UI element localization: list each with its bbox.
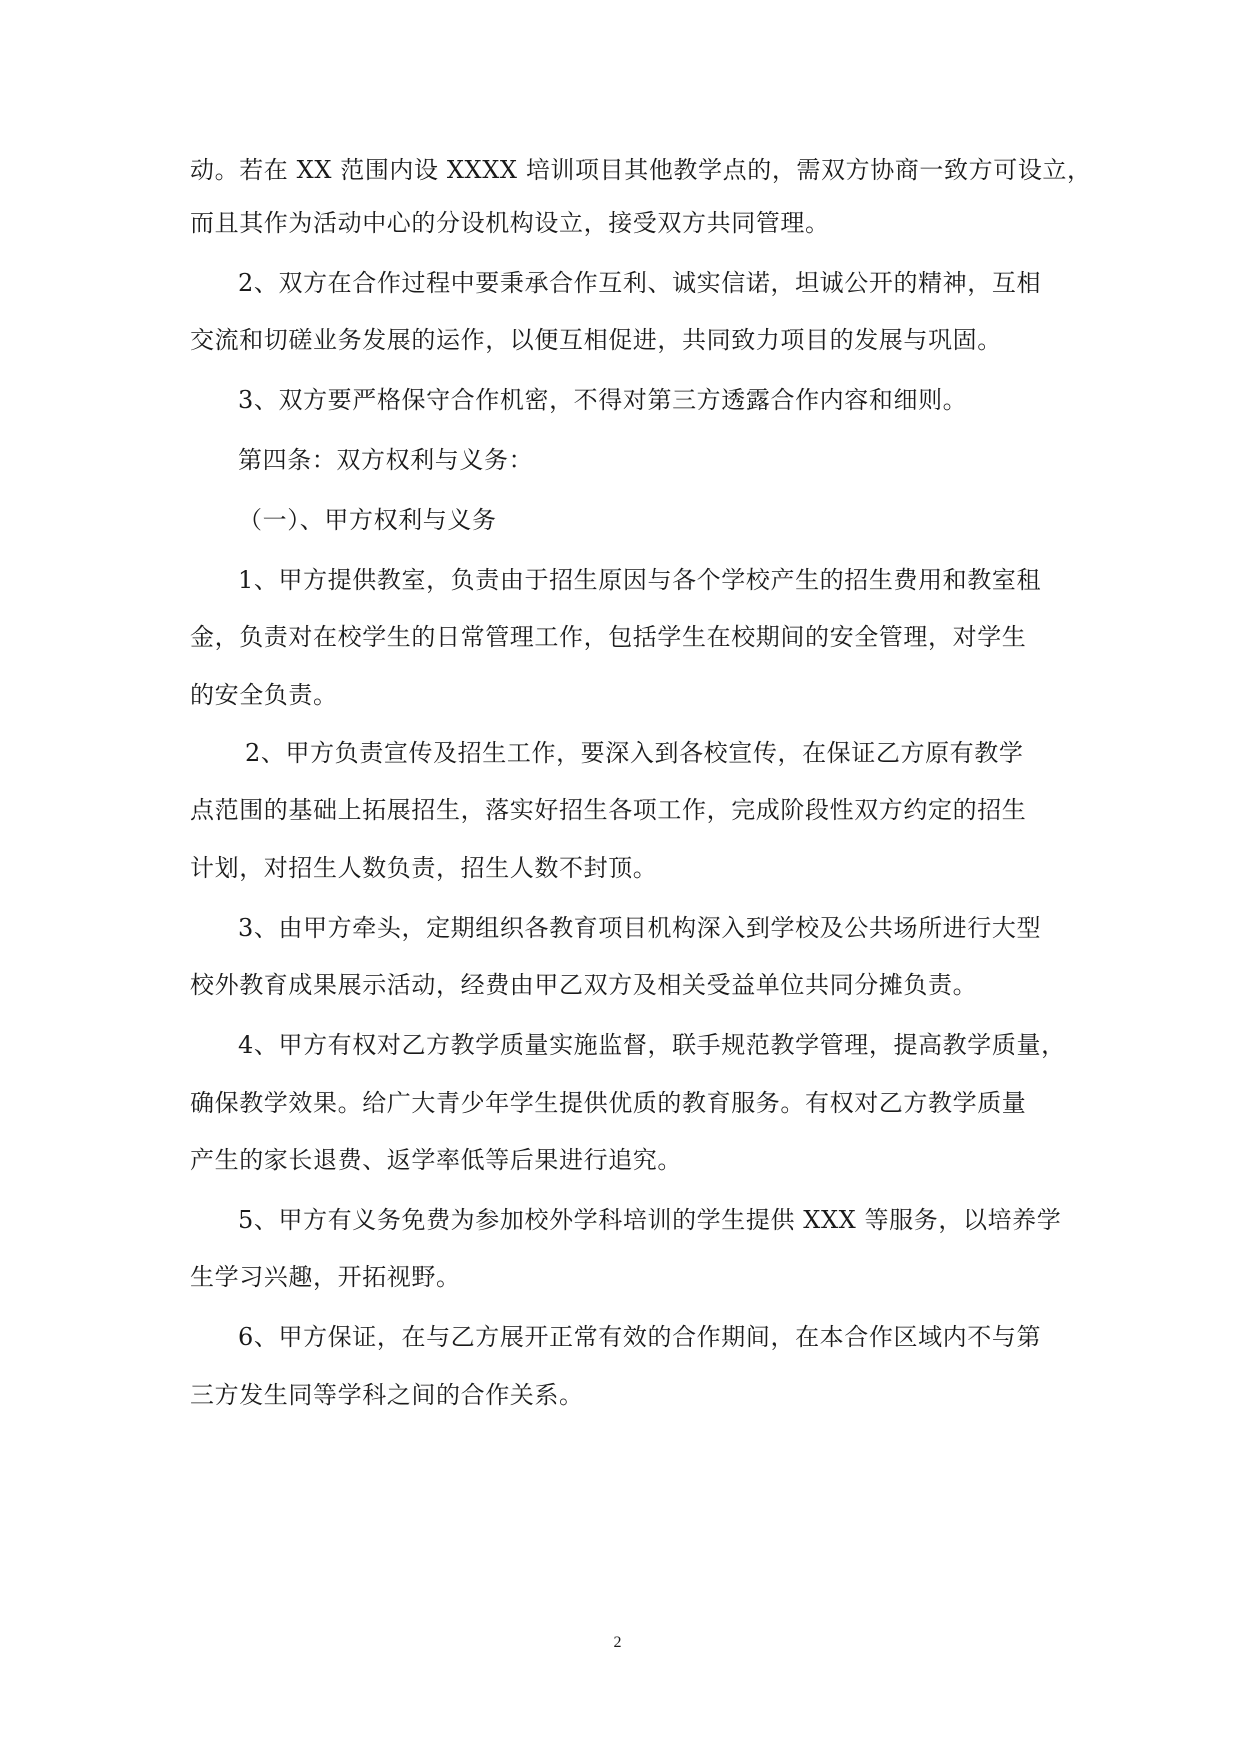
paragraph-line: 6、甲方保证，在与乙方展开正常有效的合作期间，在本合作区域内不与第 bbox=[238, 1323, 1042, 1351]
paragraph-line: 2、双方在合作过程中要秉承合作互利、诚实信诺，坦诚公开的精神，互相 bbox=[238, 269, 1042, 297]
text-line: 生学习兴趣，开拓视野。 bbox=[190, 1263, 461, 1291]
text-line: 而且其作为活动中心的分设机构设立，接受双方共同管理。 bbox=[190, 209, 830, 237]
paragraph-line: 1、甲方提供教室，负责由于招生原因与各个学校产生的招生费用和教室租 bbox=[238, 566, 1042, 594]
page-number: 2 bbox=[613, 1634, 622, 1651]
paragraph-line: 2、甲方负责宣传及招生工作，要深入到各校宣传，在保证乙方原有教学 bbox=[245, 739, 1024, 767]
text-line: 产生的家长退费、返学率低等后果进行追究。 bbox=[190, 1146, 682, 1174]
paragraph-line: 5、甲方有义务免费为参加校外学科培训的学生提供 XXX 等服务，以培养学 bbox=[238, 1206, 1062, 1234]
text-line: 三方发生同等学科之间的合作关系。 bbox=[190, 1381, 584, 1409]
section-heading: 第四条：双方权利与义务： bbox=[238, 446, 534, 474]
text-line: 金，负责对在校学生的日常管理工作，包括学生在校期间的安全管理，对学生 bbox=[190, 623, 1027, 651]
subsection-heading: （一）、甲方权利与义务 bbox=[238, 506, 497, 534]
text-line: 动。若在 XX 范围内设 XXXX 培训项目其他教学点的，需双方协商一致方可设立， bbox=[190, 156, 1092, 184]
text-line: 的安全负责。 bbox=[190, 681, 338, 709]
paragraph-line: 4、甲方有权对乙方教学质量实施监督，联手规范教学管理，提高教学质量， bbox=[238, 1031, 1066, 1059]
text-line: 计划，对招生人数负责，招生人数不封顶。 bbox=[190, 854, 658, 882]
text-line: 点范围的基础上拓展招生，落实好招生各项工作，完成阶段性双方约定的招生 bbox=[190, 796, 1027, 824]
text-line: 校外教育成果展示活动，经费由甲乙双方及相关受益单位共同分摊负责。 bbox=[190, 971, 978, 999]
paragraph-line: 3、双方要严格保守合作机密，不得对第三方透露合作内容和细则。 bbox=[238, 386, 968, 414]
text-line: 交流和切磋业务发展的运作，以便互相促进，共同致力项目的发展与巩固。 bbox=[190, 326, 1002, 354]
paragraph-line: 3、由甲方牵头，定期组织各教育项目机构深入到学校及公共场所进行大型 bbox=[238, 914, 1042, 942]
text-line: 确保教学效果。给广大青少年学生提供优质的教育服务。有权对乙方教学质量 bbox=[190, 1089, 1027, 1117]
